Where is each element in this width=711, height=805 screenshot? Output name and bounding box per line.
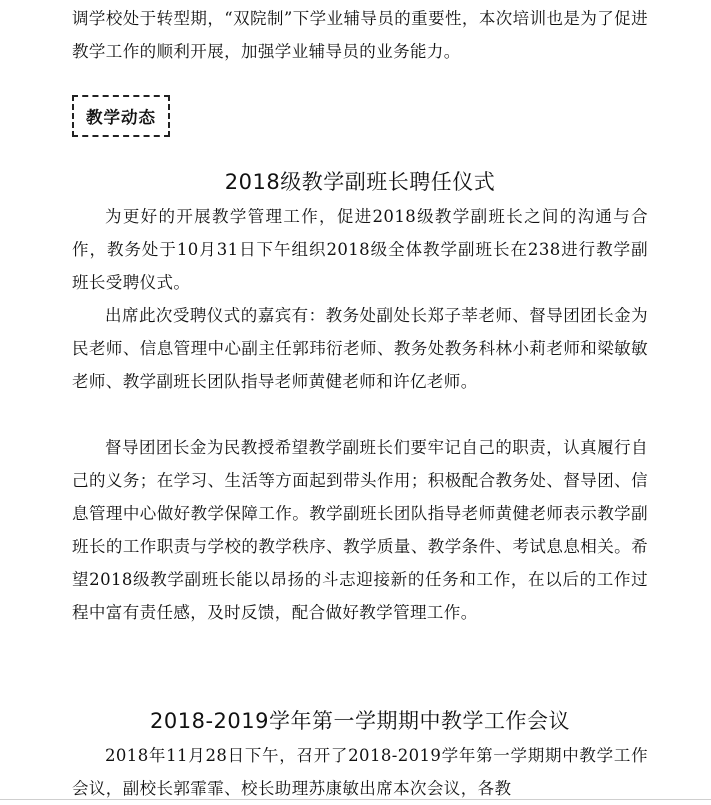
section-tag-teaching-news: [72, 95, 170, 137]
article1-paragraph-1: 为更好的开展教学管理工作，促进2018级教学副班长之间的沟通与合作，教务处于10月31日下午组织2018级全体教学副班长在238进行教学副班长受聘仪式。: [72, 207, 648, 292]
section-tag-label: 教学动态: [86, 108, 156, 127]
article1-title: 2018级教学副班长聘任仪式: [224, 170, 496, 194]
page-bottom-divider: [0, 799, 711, 800]
article1-paragraph-2: 出席此次受聘仪式的嘉宾有：教务处副处长郑子莘老师、督导团团长金为民老师、信息管理中心副主任郭玮衍老师、教务处教务科林小莉老师和梁敏敏老师、教学副班长团队指导老师黄健老师和许亿老师。: [72, 306, 648, 391]
article2-title: 2018-2019学年第一学期期中教学工作会议: [150, 709, 570, 733]
intro-paragraph: 调学校处于转型期，“双院制”下学业辅导员的重要性，本次培训也是为了促进教学工作的顺利开展，加强学业辅导员的业务能力。: [72, 9, 648, 61]
article2-paragraph-1: 2018年11月28日下午，召开了2018-2019学年第一学期期中教学工作会议，副校长郭霏霏、校长助理苏康敏出席本次会议，各教: [72, 746, 648, 798]
article1-paragraph-3: 督导团团长金为民教授希望教学副班长们要牢记自己的职责，认真履行自己的义务；在学习、生活等方面起到带头作用；积极配合教务处、督导团、信息管理中心做好教学保障工作。教学副班长团队指导老师黄健老师表示教学副班长的工作职责与学校的教学秩序、教学质量、教学条件、考试息息相关。希望2018级教学副班长能以昂扬的斗志迎接新的任务和工作，在以后的工作过程中富有责任感，及时反馈，配合做好教学管理工作。: [72, 438, 648, 622]
